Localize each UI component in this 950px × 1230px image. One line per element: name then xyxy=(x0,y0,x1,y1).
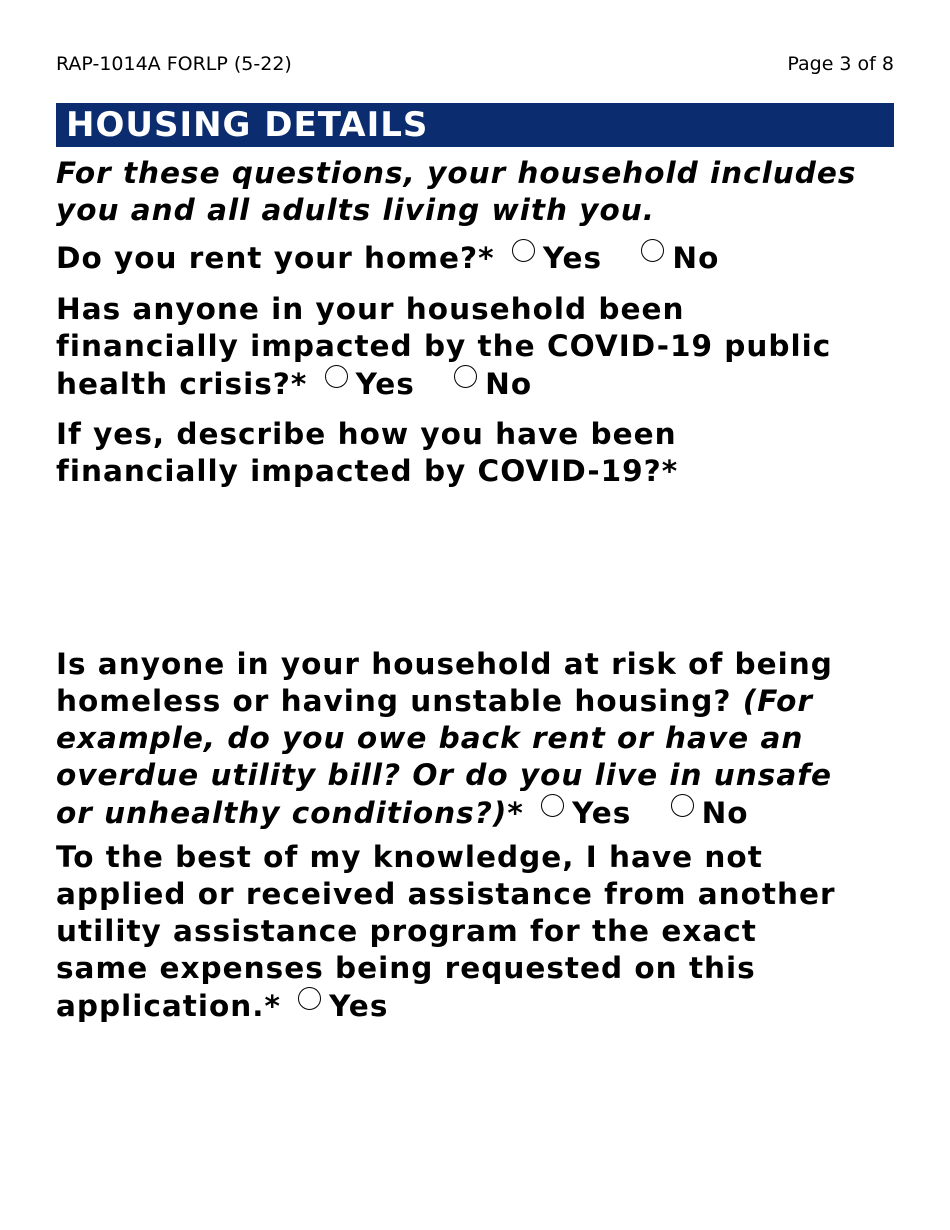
homeless-no-label[interactable]: No xyxy=(701,796,749,830)
question-rent-text: Do you rent your home?* xyxy=(56,241,495,275)
question-rent xyxy=(56,239,916,277)
question-covid-line: financially impacted by the COVID-19 public xyxy=(56,329,832,363)
question-assistance-line: To the best of my knowledge, I have not xyxy=(56,840,763,874)
assistance-yes-radio[interactable] xyxy=(298,987,321,1010)
question-homeless xyxy=(56,646,916,832)
section-intro xyxy=(56,155,916,229)
rent-no-label[interactable]: No xyxy=(672,241,720,275)
intro-line: For these questions, your household includes xyxy=(56,156,857,190)
question-describe xyxy=(56,416,916,490)
question-homeless-example: example, do you owe back rent or have an xyxy=(56,721,804,755)
required-marker: * xyxy=(507,796,524,830)
homeless-no-radio[interactable] xyxy=(671,794,694,817)
question-describe-line: If yes, describe how you have been xyxy=(56,417,677,451)
homeless-yes-radio[interactable] xyxy=(541,794,564,817)
covid-yes-radio[interactable] xyxy=(325,365,348,388)
homeless-yes-label[interactable]: Yes xyxy=(572,796,632,830)
rent-yes-radio[interactable] xyxy=(512,239,535,262)
rent-no-radio[interactable] xyxy=(641,239,664,262)
question-covid-line: Has anyone in your household been xyxy=(56,292,685,326)
question-homeless-line: Is anyone in your household at risk of being xyxy=(56,647,833,681)
question-assistance-line: application.* xyxy=(56,989,281,1023)
covid-no-radio[interactable] xyxy=(454,365,477,388)
section-title: HOUSING DETAILS xyxy=(56,103,894,147)
question-covid-line: health crisis?* xyxy=(56,367,308,401)
question-homeless-line: homeless or having unstable housing? xyxy=(56,684,732,718)
question-homeless-example: overdue utility bill? Or do you live in unsafe xyxy=(56,758,833,792)
assistance-yes-label[interactable]: Yes xyxy=(329,989,389,1023)
page-number: Page 3 of 8 xyxy=(787,53,894,75)
question-assistance-line: utility assistance program for the exact xyxy=(56,914,757,948)
page-header xyxy=(56,52,894,76)
question-homeless-example: or unhealthy conditions?) xyxy=(56,796,508,830)
question-describe-line: financially impacted by COVID-19?* xyxy=(56,454,679,488)
covid-impact-description-field[interactable] xyxy=(56,495,898,644)
question-covid xyxy=(56,291,916,403)
rent-yes-label[interactable]: Yes xyxy=(542,241,603,275)
intro-line: you and all adults living with you. xyxy=(56,193,655,227)
covid-yes-label[interactable]: Yes xyxy=(355,367,415,401)
question-homeless-example: (For xyxy=(742,684,813,718)
question-assistance-line: same expenses being requested on this xyxy=(56,951,756,985)
form-id: RAP-1014A FORLP (5-22) xyxy=(56,53,292,75)
question-assistance xyxy=(56,839,916,1025)
question-assistance-line: applied or received assistance from another xyxy=(56,877,836,911)
covid-no-label[interactable]: No xyxy=(485,367,533,401)
